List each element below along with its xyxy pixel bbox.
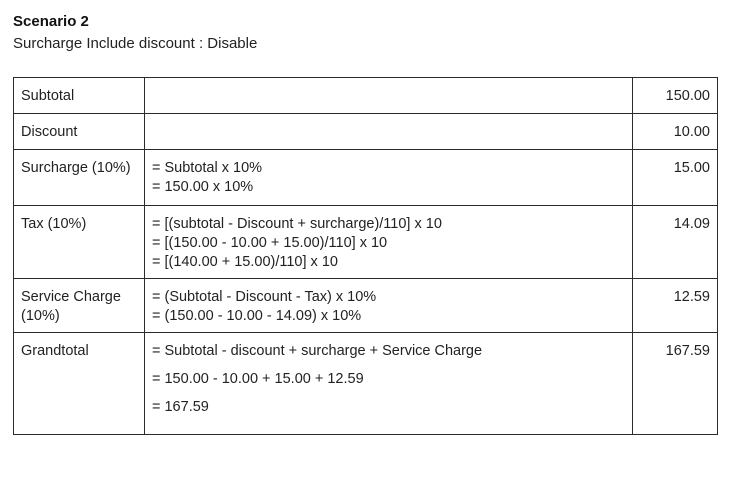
row-amount: 15.00 <box>633 150 718 206</box>
formula-line: = (Subtotal - Discount - Tax) x 10% <box>152 289 377 305</box>
calculation-table <box>13 77 718 435</box>
row-subtotal <box>14 78 718 114</box>
row-label: Surcharge (10%) <box>14 150 145 206</box>
formula-line: = Subtotal - discount + surcharge + Service Charge <box>152 343 483 359</box>
row-formula <box>145 150 633 206</box>
row-formula <box>145 206 633 279</box>
row-amount: 12.59 <box>633 279 718 333</box>
formula-line: = [(subtotal - Discount + surcharge)/110] x 10 <box>152 216 442 232</box>
formula-line: = 150.00 x 10% <box>152 179 254 195</box>
row-grandtotal <box>14 333 718 435</box>
row-amount: 10.00 <box>633 114 718 150</box>
row-formula <box>145 78 633 114</box>
scenario-title: Scenario 2 <box>13 13 89 30</box>
row-surcharge <box>14 150 718 206</box>
formula-line: = Subtotal x 10% <box>152 160 263 176</box>
formula-line: = 150.00 - 10.00 + 15.00 + 12.59 <box>152 371 364 387</box>
row-amount: 150.00 <box>633 78 718 114</box>
row-label: Service Charge (10%) <box>14 279 145 333</box>
scenario-subtitle: Surcharge Include discount : Disable <box>13 35 258 52</box>
row-formula <box>145 333 633 435</box>
row-tax <box>14 206 718 279</box>
row-label: Grandtotal <box>14 333 145 435</box>
formula-line: = [(140.00 + 15.00)/110] x 10 <box>152 254 338 270</box>
formula-line: = (150.00 - 10.00 - 14.09) x 10% <box>152 308 362 324</box>
row-formula <box>145 279 633 333</box>
row-label: Subtotal <box>14 78 145 114</box>
row-formula <box>145 114 633 150</box>
formula-line: = [(150.00 - 10.00 + 15.00)/110] x 10 <box>152 235 388 251</box>
formula-line: = 167.59 <box>152 399 209 415</box>
row-amount: 167.59 <box>633 333 718 435</box>
row-amount: 14.09 <box>633 206 718 279</box>
row-label: Discount <box>14 114 145 150</box>
row-label: Tax (10%) <box>14 206 145 279</box>
row-service-charge <box>14 279 718 333</box>
row-discount <box>14 114 718 150</box>
